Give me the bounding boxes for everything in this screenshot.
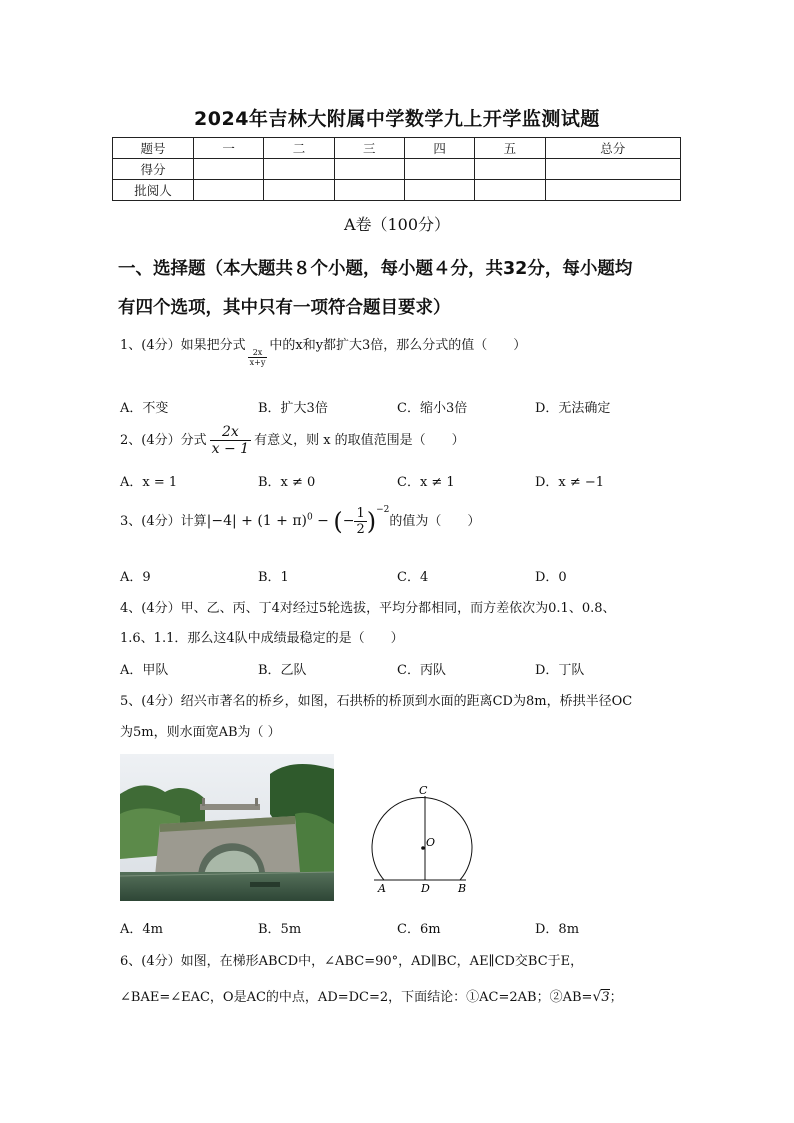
- question-6-line2: [120, 986, 623, 1005]
- fraction-denominator: x − 1: [211, 441, 250, 457]
- label-b: B: [458, 882, 467, 895]
- score-header-cell: 五: [475, 138, 545, 159]
- q4-option-b[interactable]: B．乙队: [258, 663, 307, 678]
- score-header-cell: 三: [334, 138, 404, 159]
- q3-option-b[interactable]: B．1: [258, 570, 289, 585]
- q1-option-c[interactable]: C．缩小3倍: [397, 401, 468, 416]
- q2-option-a[interactable]: A．x = 1: [120, 475, 178, 490]
- question-3-expr-b: −: [312, 513, 334, 529]
- question-3: [120, 506, 480, 537]
- score-cell[interactable]: [194, 180, 264, 201]
- score-cell[interactable]: [545, 180, 680, 201]
- q4-option-a[interactable]: A．甲队: [120, 663, 169, 678]
- q5-option-c[interactable]: C．6m: [397, 922, 441, 937]
- question-3-text-after: 的值为（ ）: [389, 514, 481, 529]
- q2-option-b[interactable]: B．x ≠ 0: [258, 475, 316, 490]
- sqrt-radicand: 3: [601, 990, 610, 1005]
- q3-option-a[interactable]: A．9: [120, 570, 151, 585]
- question-4-line1: 4、(4分）甲、乙、丙、丁4对经过5轮选拔，平均分都相同，而方差依次为0.1、0.8、: [120, 601, 616, 616]
- q5-option-b[interactable]: B．5m: [258, 922, 302, 937]
- fraction-denominator: x+y: [249, 358, 266, 367]
- fraction-numerator: 1: [356, 506, 365, 521]
- question-6-line2-text: ∠BAE=∠EAC，O是AC的中点，AD=DC=2，下面结论：①AC=2AB；②AB=: [120, 990, 593, 1005]
- label-c: C: [419, 784, 428, 797]
- q4-option-d[interactable]: D．丁队: [535, 663, 585, 678]
- question-1: [120, 334, 527, 367]
- question-1-fraction: [248, 348, 268, 367]
- sqrt-symbol: √: [592, 989, 602, 1005]
- question-3-exponent-b: −2: [376, 504, 390, 515]
- score-cell[interactable]: [404, 159, 474, 180]
- question-1-text-after: 中的x和y都扩大3倍，那么分式的值（ ）: [269, 338, 527, 353]
- fraction-denominator: 2: [356, 522, 365, 537]
- q1-option-b[interactable]: B．扩大3倍: [258, 401, 328, 416]
- score-table-header-row: [113, 138, 681, 159]
- section-a-subtitle: A卷（100分）: [343, 215, 451, 234]
- label-o: O: [426, 836, 436, 849]
- stone-bridge-photo: [120, 754, 334, 901]
- score-table-row: [113, 159, 681, 180]
- section-heading-line2: 有四个选项，其中只有一项符合题目要求）: [118, 298, 451, 318]
- fraction-numerator: 2x: [210, 424, 251, 441]
- question-6-line2-after: ；: [609, 990, 623, 1005]
- label-a: A: [378, 882, 386, 895]
- score-cell[interactable]: [194, 159, 264, 180]
- label-d: D: [421, 882, 430, 895]
- question-2-text-after: 有意义，则 x 的取值范围是（ ）: [254, 433, 465, 448]
- question-3-expr-a: |−4| + (1 + π): [206, 513, 307, 529]
- score-cell[interactable]: [475, 159, 545, 180]
- score-header-cell: 四: [404, 138, 474, 159]
- question-4-line2: 1.6、1.1．那么这4队中成绩最稳定的是（ ）: [120, 631, 404, 646]
- q3-option-c[interactable]: C．4: [397, 570, 429, 585]
- question-2-fraction: [210, 424, 251, 457]
- section-heading-line1: 一、选择题（本大题共８个小题，每小题４分，共32分，每小题均: [118, 259, 633, 279]
- score-cell[interactable]: [264, 159, 334, 180]
- question-2: [120, 424, 465, 457]
- q2-option-d[interactable]: D．x ≠ −1: [535, 475, 605, 490]
- minus-sign: −: [342, 513, 355, 529]
- score-cell[interactable]: [404, 180, 474, 201]
- score-header-cell: 一: [194, 138, 264, 159]
- q4-option-c[interactable]: C．丙队: [397, 663, 446, 678]
- question-3-text-before: 3、(4分）计算: [120, 514, 207, 529]
- score-cell[interactable]: [264, 180, 334, 201]
- q5-option-a[interactable]: A．4m: [120, 922, 163, 937]
- score-cell[interactable]: [334, 159, 404, 180]
- score-header-cell: 二: [264, 138, 334, 159]
- q1-option-d[interactable]: D．无法确定: [535, 401, 611, 416]
- score-row-label: 得分: [113, 159, 194, 180]
- question-2-text-before: 2、(4分）分式: [120, 433, 207, 448]
- question-1-text-before: 1、(4分）如果把分式: [120, 338, 246, 353]
- score-cell[interactable]: [475, 180, 545, 201]
- question-6-line1: 6、(4分）如图，在梯形ABCD中，∠ABC=90°，AD∥BC，AE∥CD交BC于E，: [120, 954, 584, 969]
- score-header-cell: 总分: [545, 138, 680, 159]
- question-3-fraction: [354, 506, 366, 537]
- center-point: [421, 846, 425, 850]
- arch-diagram: [362, 778, 482, 898]
- score-row-label: 批阅人: [113, 180, 194, 201]
- q5-option-d[interactable]: D．8m: [535, 922, 580, 937]
- score-cell[interactable]: [334, 180, 404, 201]
- paren-close: ): [366, 507, 377, 536]
- q1-option-a[interactable]: A．不变: [120, 401, 169, 416]
- question-5-line1: 5、(4分）绍兴市著名的桥乡，如图，石拱桥的桥顶到水面的距离CD为8m，桥拱半径OC: [120, 694, 633, 709]
- exam-title: 2024年吉林大附属中学数学九上开学监测试题: [194, 108, 600, 130]
- q3-option-d[interactable]: D．0: [535, 570, 567, 585]
- paren-open: (: [333, 507, 343, 536]
- score-table: [112, 137, 681, 201]
- fraction-numerator: 2x: [248, 348, 268, 358]
- score-cell[interactable]: [545, 159, 680, 180]
- question-5-line2: 为5m，则水面宽AB为（ ）: [120, 725, 281, 740]
- score-table-row: [113, 180, 681, 201]
- score-header-cell: 题号: [113, 138, 194, 159]
- question-3-exponent-a: 0: [307, 512, 313, 523]
- q2-option-c[interactable]: C．x ≠ 1: [397, 475, 455, 490]
